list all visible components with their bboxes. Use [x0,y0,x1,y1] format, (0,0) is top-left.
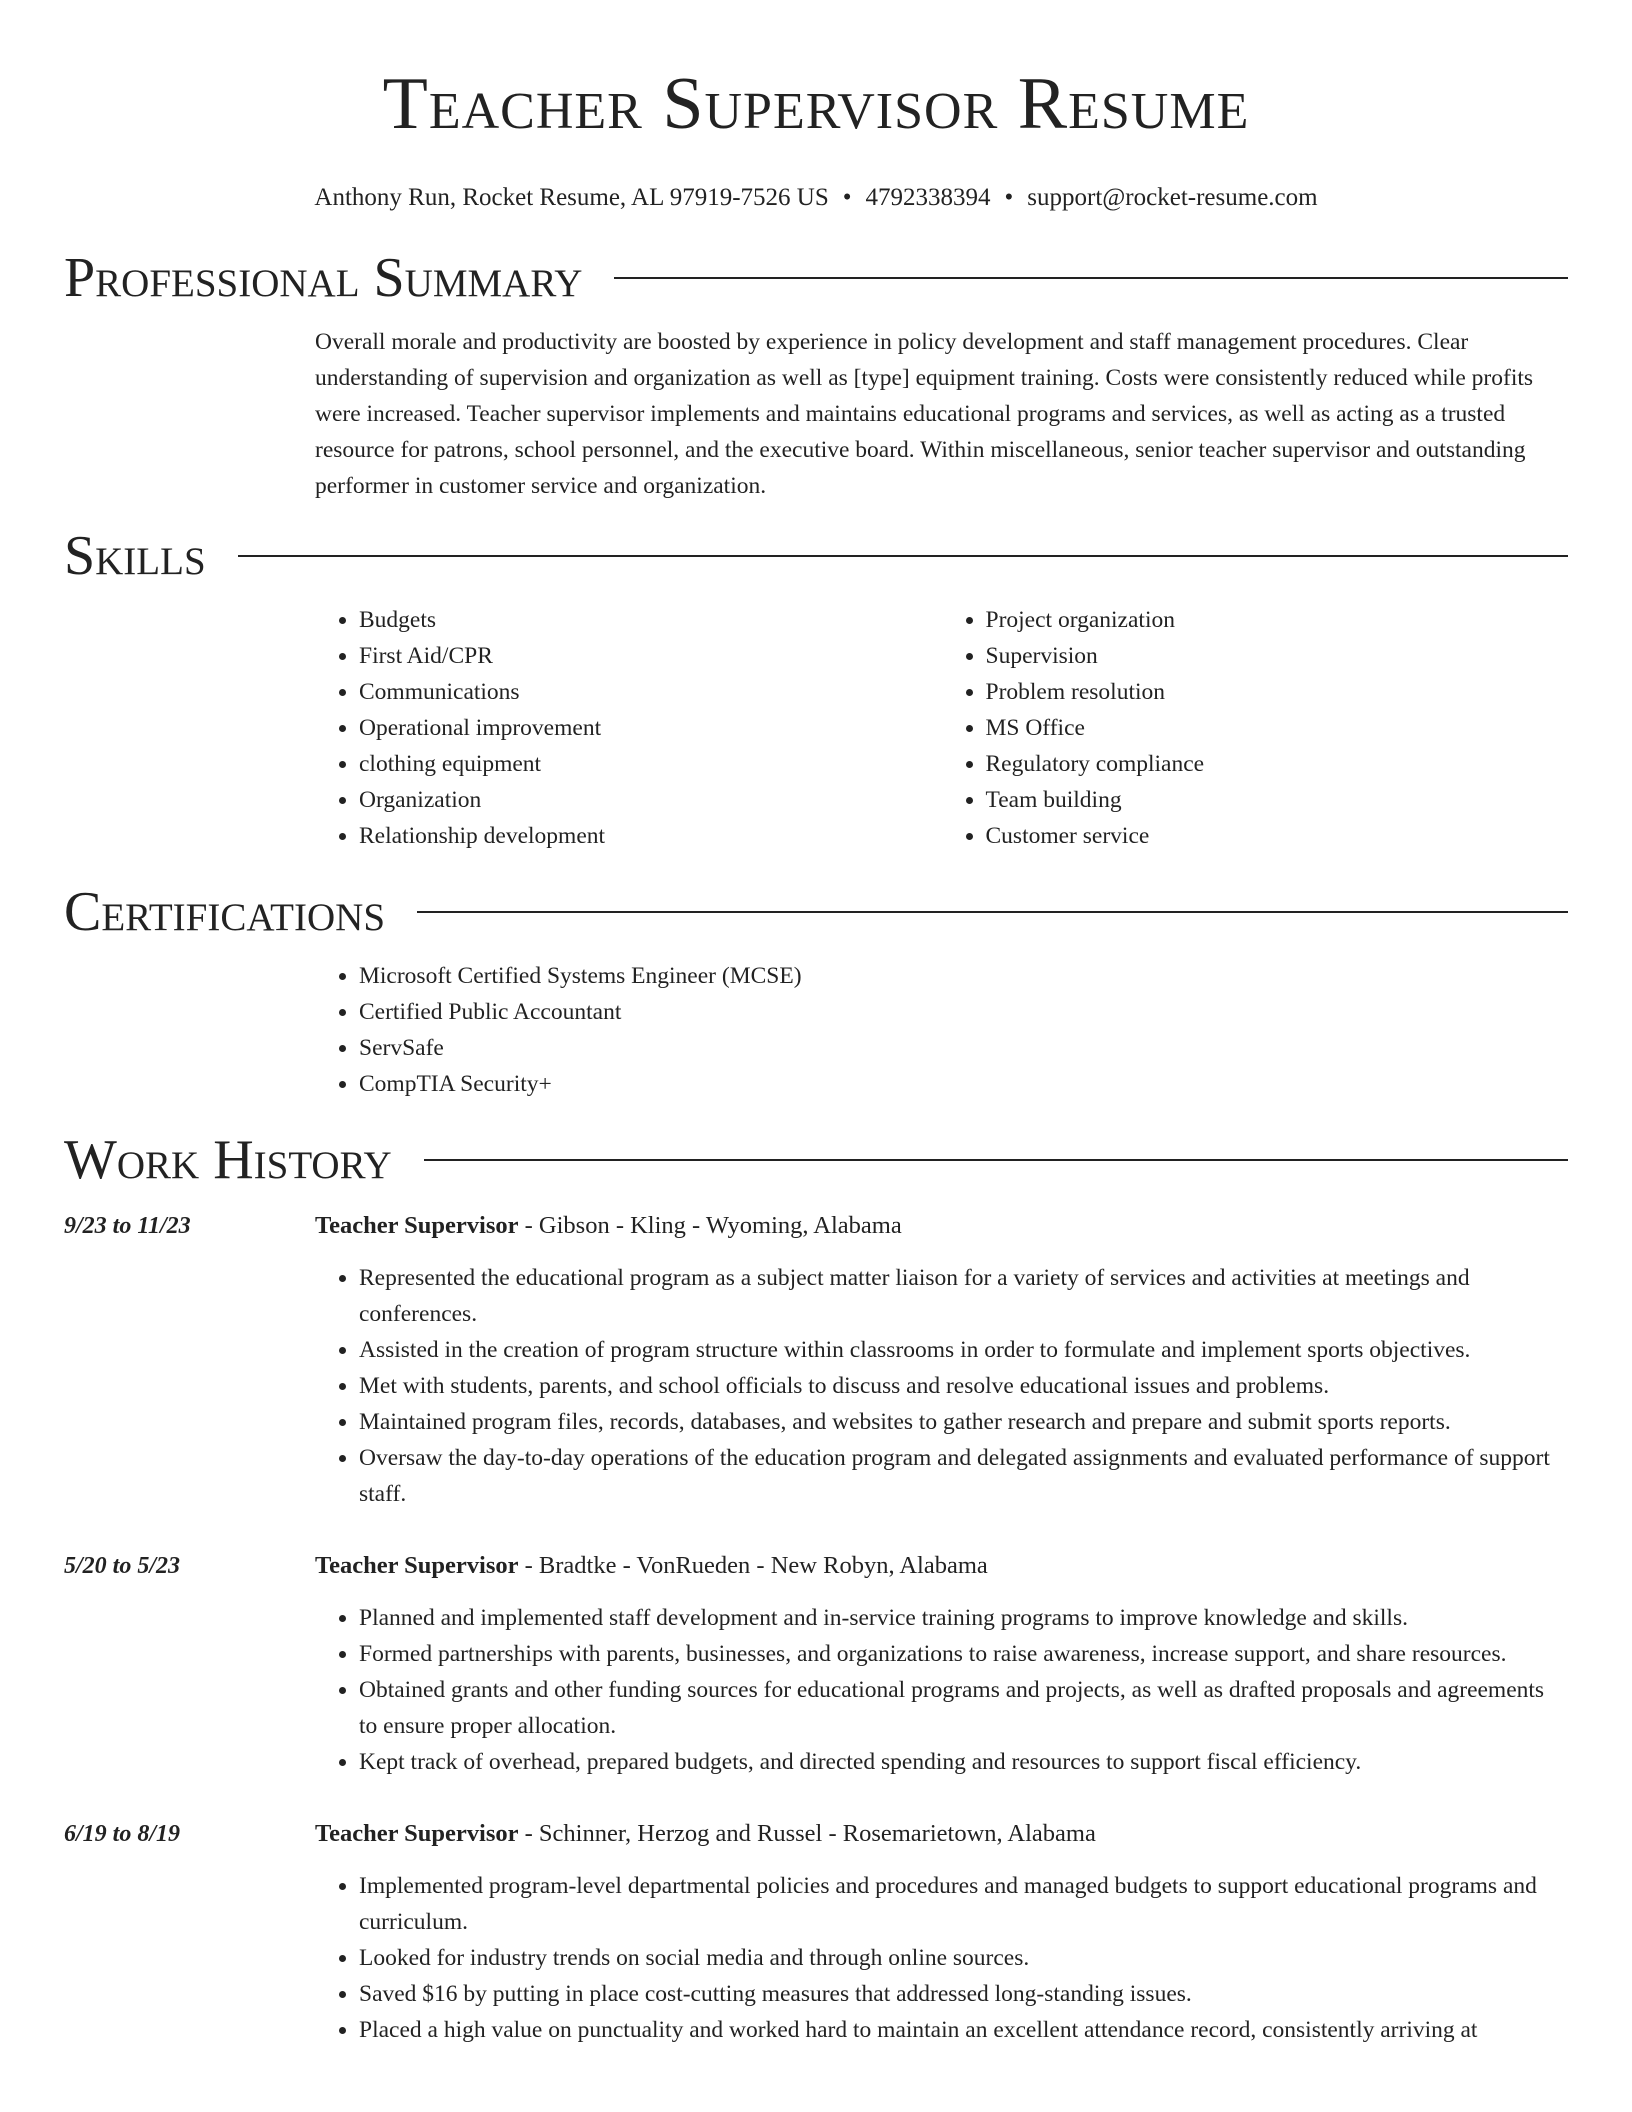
skill-item: • Organization [359,782,942,818]
skills-section [64,524,1568,854]
skill-item: • Project organization [986,602,1569,638]
section-divider [614,277,1568,279]
job-entry [64,1208,1568,1512]
skill-item: • Regulatory compliance [986,746,1569,782]
job-entry [64,1548,1568,1780]
contact-email: support@rocket-resume.com [1027,184,1318,211]
skills-list-left [315,602,942,854]
summary-body [315,324,1568,504]
skill-item: • First Aid/CPR [359,638,942,674]
contact-address: Anthony Run, Rocket Resume, AL 97919-7526 US [314,184,829,211]
job-role: Teacher Supervisor [315,1820,519,1847]
job-dates: 5/20 to 5/23 [64,1553,181,1579]
skills-list-right [942,602,1569,854]
certification-item: • CompTIA Security+ [359,1066,1568,1102]
job-header [315,1208,1568,1244]
summary-heading: Professional Summary [64,247,583,309]
job-bullet: • Met with students, parents, and school officials to discuss and resolve educational issues and problems. [359,1368,1568,1404]
contact-line [64,182,1568,214]
skills-grid [315,602,1568,854]
job-role: Teacher Supervisor [315,1552,519,1579]
contact-phone: 4792338394 [865,184,991,211]
job-bullet: • Represented the educational program as a subject matter liaison for a variety of services and activities at meetings and conferences. [359,1260,1568,1332]
skills-header [64,524,1568,588]
skill-item: • Relationship development [359,818,942,854]
job-role: Teacher Supervisor [315,1212,519,1239]
summary-text: Overall morale and productivity are boosted by experience in policy development and staff management procedures. Clear understanding of supervision and organization as well as [type] equipment training. Costs were consistently reduced while profits were increased. Teacher supervisor implements and maintains educational programs and services, as well as acting as a trusted resource for patrons, school personnel, and the executive board. Within miscellaneous, senior teacher supervisor and outstanding performer in customer service and organization. [315,329,1534,499]
job-bullets [315,1600,1568,1780]
skill-item: • Supervision [986,638,1569,674]
section-divider [417,911,1568,913]
resume-page [64,0,1568,2048]
job-employer: - Schinner, Herzog and Russel - Rosemarietown, Alabama [518,1820,1096,1847]
job-header [315,1816,1568,1852]
job-employer: - Bradtke - VonRueden - New Robyn, Alabama [518,1552,988,1579]
job-bullet: • Implemented program-level departmental policies and procedures and managed budgets to support educational programs and curriculum. [359,1868,1568,1940]
job-bullet: • Formed partnerships with parents, businesses, and organizations to raise awareness, increase support, and share resources. [359,1636,1568,1672]
skill-item: • Problem resolution [986,674,1569,710]
job-entry [64,1816,1568,2048]
skills-heading: Skills [64,525,206,587]
job-bullet: • Placed a high value on punctuality and worked hard to maintain an excellent attendance record, consistently arriving at [359,2012,1568,2048]
certifications-header [64,880,1568,944]
work-history-heading: Work History [64,1129,392,1191]
summary-section [64,246,1568,504]
skill-item: • Customer service [986,818,1569,854]
skill-item: • Operational improvement [359,710,942,746]
resume-title: Teacher Supervisor Resume [382,63,1250,145]
work-history-header [64,1128,1568,1192]
certifications-heading: Certifications [64,881,386,943]
certifications-section [64,880,1568,1102]
certification-item: • Certified Public Accountant [359,994,1568,1030]
certifications-list [315,958,1568,1102]
skill-item: • clothing equipment [359,746,942,782]
job-bullet: • Looked for industry trends on social media and through online sources. [359,1940,1568,1976]
job-bullet: • Maintained program files, records, databases, and websites to gather research and prepare and submit sports reports. [359,1404,1568,1440]
job-bullet: • Obtained grants and other funding sources for educational programs and projects, as well as drafted proposals and agreements to ensure proper allocation. [359,1672,1568,1744]
job-employer: - Gibson - Kling - Wyoming, Alabama [518,1212,902,1239]
contact-separator: • [1004,184,1014,211]
job-bullet: • Saved $16 by putting in place cost-cutting measures that addressed long-standing issues. [359,1976,1568,2012]
job-bullet: • Oversaw the day-to-day operations of the education program and delegated assignments and evaluated performance of support staff. [359,1440,1568,1512]
job-dates: 9/23 to 11/23 [64,1213,191,1239]
summary-header [64,246,1568,310]
certification-item: • ServSafe [359,1030,1568,1066]
skill-item: • MS Office [986,710,1569,746]
job-bullet: • Kept track of overhead, prepared budgets, and directed spending and resources to support fiscal efficiency. [359,1744,1568,1780]
job-header [315,1548,1568,1584]
job-bullets [315,1260,1568,1512]
work-history-section [64,1128,1568,2048]
job-bullet: • Assisted in the creation of program structure within classrooms in order to formulate and implement sports objectives. [359,1332,1568,1368]
job-dates: 6/19 to 8/19 [64,1821,181,1847]
job-bullet: • Planned and implemented staff development and in-service training programs to improve knowledge and skills. [359,1600,1568,1636]
section-divider [238,555,1568,557]
skill-item: • Communications [359,674,942,710]
section-divider [424,1159,1568,1161]
skill-item: • Team building [986,782,1569,818]
certifications-body [315,958,1568,1102]
skill-item: • Budgets [359,602,942,638]
certification-item: • Microsoft Certified Systems Engineer (MCSE) [359,958,1568,994]
job-bullets [315,1868,1568,2048]
contact-separator: • [842,184,852,211]
